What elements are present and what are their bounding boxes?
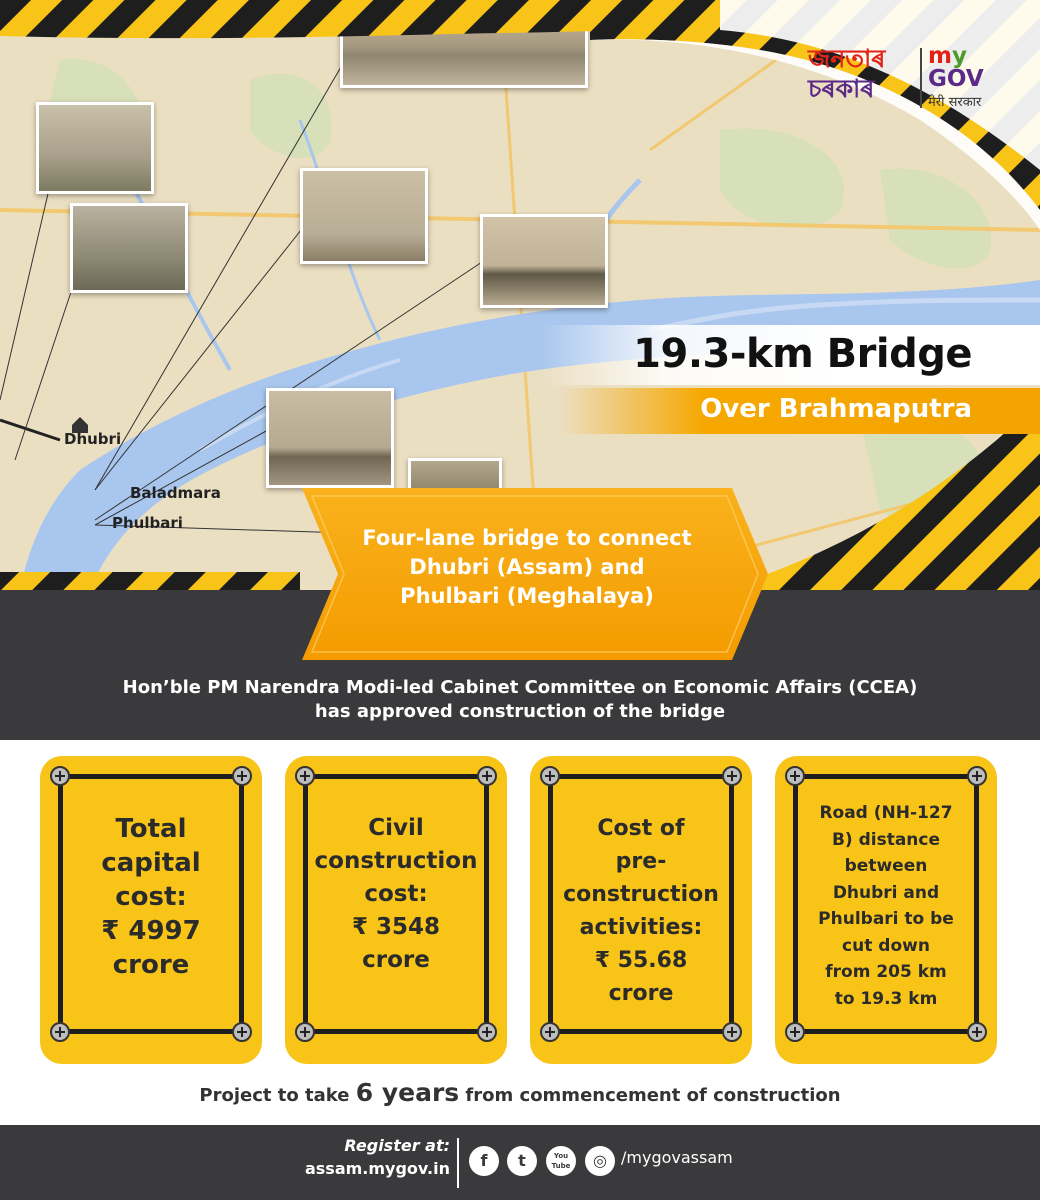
callout-line-1: Four-lane bridge to connect	[362, 526, 692, 550]
card-line: from 205 km	[825, 962, 947, 982]
screw-icon	[295, 1022, 315, 1042]
screw-icon	[232, 1022, 252, 1042]
logo-assam-line1: জনতাৰ	[808, 44, 886, 73]
screw-icon	[785, 766, 805, 786]
screw-icon	[50, 1022, 70, 1042]
card-line: crore	[608, 981, 674, 1006]
youtube-icon[interactable]: You Tube	[546, 1146, 576, 1176]
card-line: activities:	[579, 915, 703, 940]
card-text	[64, 812, 238, 982]
card-line: cut down	[842, 935, 930, 956]
card-line: cost:	[115, 882, 187, 912]
logo-my-m: m	[928, 43, 952, 69]
logo	[808, 44, 1008, 114]
logo-gov: GOV	[928, 66, 984, 92]
card-line: between	[844, 856, 928, 876]
card-line: Cost of	[597, 816, 685, 841]
logo-my-y: y	[951, 43, 967, 69]
screw-icon	[967, 1022, 987, 1042]
screw-icon	[967, 766, 987, 786]
duration-suffix: from commencement of construction	[459, 1085, 841, 1106]
card-line: Dhubri and	[832, 882, 940, 903]
card-total-capital-cost	[40, 756, 262, 1064]
approval-line-1: Hon’ble PM Narendra Modi-led Cabinet Committee on Economic Affairs (CCEA)	[122, 677, 918, 698]
approval-line-2: has approved construction of the bridge	[314, 701, 726, 722]
logo-assam-line2: চৰকাৰ	[808, 74, 875, 103]
duration-number: 6 years	[355, 1078, 460, 1107]
title-main: 19.3-km Bridge	[633, 331, 972, 377]
card-line: crore	[362, 947, 430, 973]
register-block	[300, 1136, 450, 1178]
project-duration	[0, 1078, 1040, 1107]
card-line: construction	[563, 882, 719, 907]
screw-icon	[722, 766, 742, 786]
duration-prefix: Project to take	[199, 1085, 356, 1106]
instagram-icon[interactable]: ◎	[585, 1146, 615, 1176]
screw-icon	[540, 766, 560, 786]
card-text	[554, 812, 728, 1010]
screw-icon	[722, 1022, 742, 1042]
title-sub: Over Brahmaputra	[700, 394, 972, 424]
card-line: ₹ 4997	[101, 916, 201, 946]
place-baladmara: Baladmara	[130, 484, 221, 502]
card-civil-construction-cost	[285, 756, 507, 1064]
callout-text	[322, 524, 732, 611]
facebook-icon[interactable]: f	[469, 1146, 499, 1176]
footer-separator	[457, 1138, 459, 1188]
card-line: B) distance	[831, 829, 941, 850]
place-dhubri: Dhubri	[64, 430, 122, 448]
screw-icon	[295, 766, 315, 786]
screw-icon	[785, 1022, 805, 1042]
screw-icon	[477, 766, 497, 786]
approval-text	[40, 676, 1000, 724]
card-line: construction	[314, 848, 478, 874]
logo-separator	[920, 48, 922, 108]
register-label: Register at:	[344, 1136, 450, 1155]
card-line: Total	[115, 814, 187, 844]
place-phulbari: Phulbari	[112, 514, 183, 532]
card-road-distance	[775, 756, 997, 1064]
card-line: crore	[112, 950, 190, 980]
card-line: ₹ 55.68	[594, 948, 688, 973]
screw-icon	[540, 1022, 560, 1042]
card-line: pre-	[615, 849, 667, 874]
card-text	[309, 812, 483, 977]
register-url[interactable]: assam.mygov.in	[304, 1159, 450, 1178]
card-pre-construction-cost	[530, 756, 752, 1064]
screw-icon	[232, 766, 252, 786]
logo-my	[928, 44, 967, 68]
card-line: Civil	[368, 815, 424, 841]
logo-meri-sarkar: मेरी सरकार	[928, 95, 982, 110]
logo-assam	[808, 44, 885, 104]
title-main-banner	[540, 325, 1040, 385]
callout-line-3: Phulbari (Meghalaya)	[400, 584, 654, 608]
card-line: ₹ 3548	[351, 914, 441, 940]
social-handle[interactable]: /mygovassam	[621, 1148, 733, 1167]
callout-line-2: Dhubri (Assam) and	[409, 555, 645, 579]
twitter-icon[interactable]: t	[507, 1146, 537, 1176]
card-line: to 19.3 km	[834, 988, 938, 1009]
screw-icon	[477, 1022, 497, 1042]
card-line: cost:	[364, 881, 428, 907]
card-line: Road (NH-127	[819, 803, 953, 823]
connect-callout	[302, 488, 768, 660]
card-line: Phulbari to be	[818, 909, 954, 929]
title-sub-banner	[560, 388, 1040, 434]
card-line: capital	[101, 848, 201, 878]
card-text	[799, 800, 973, 1012]
screw-icon	[50, 766, 70, 786]
